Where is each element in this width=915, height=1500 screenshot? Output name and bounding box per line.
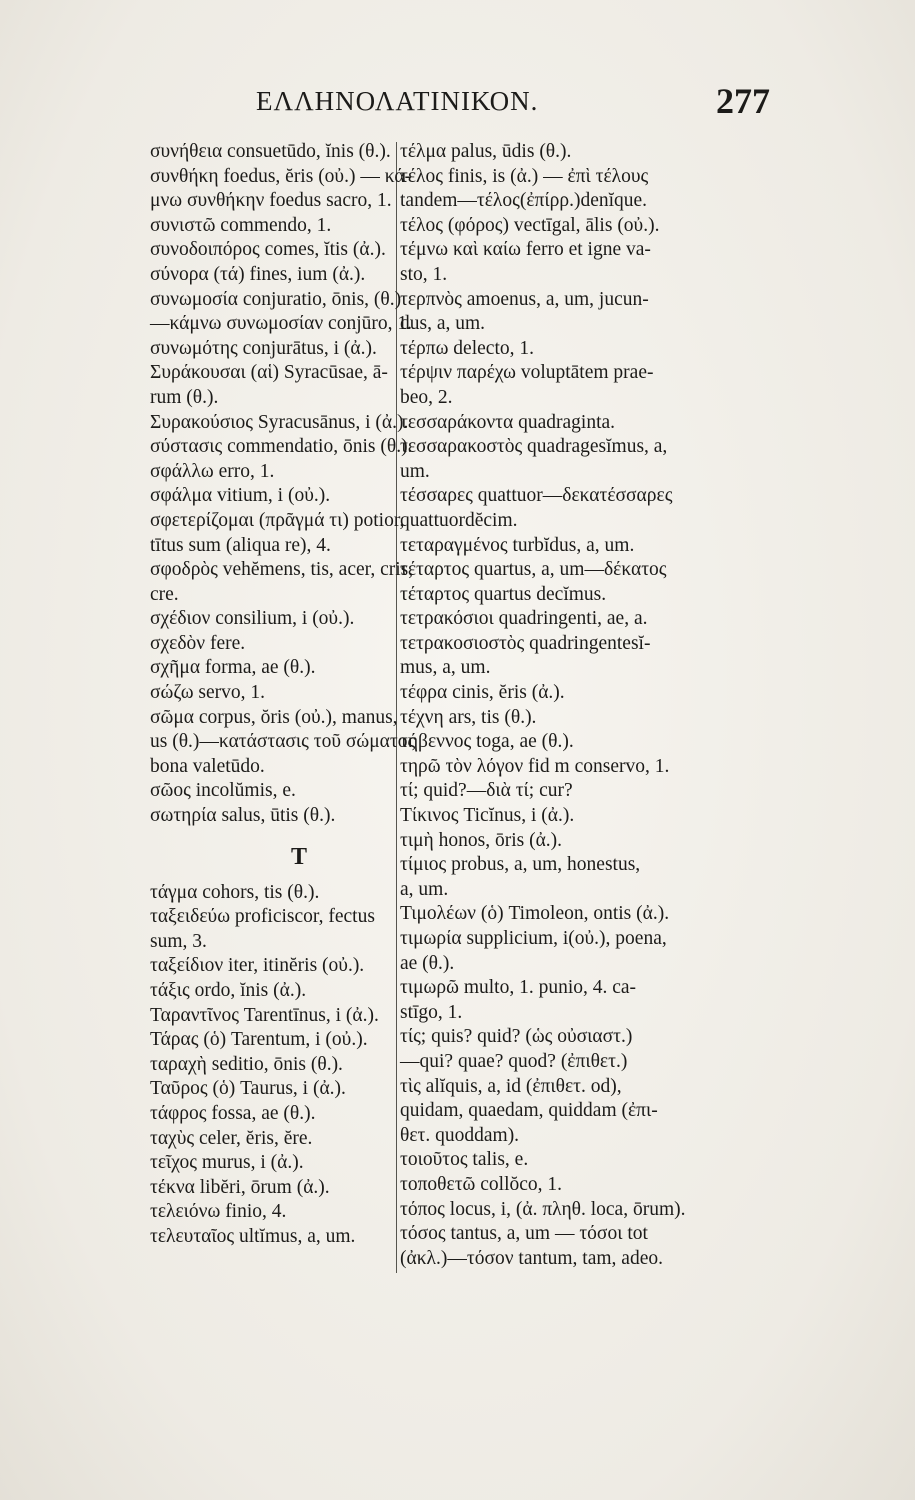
dictionary-line: ταξείδιον iter, itinĕris (οὐ.). xyxy=(150,955,365,977)
dictionary-line: τὶς alĭquis, a, id (ἐπιθετ. od), xyxy=(400,1075,622,1097)
dictionary-line: Συράκουσαι (αἱ) Syracūsae, ā- xyxy=(150,362,388,384)
dictionary-line: sum, 3. xyxy=(150,930,207,952)
dictionary-line: τελειόνω finio, 4. xyxy=(150,1201,287,1223)
dictionary-line: τοποθετῶ collŏco, 1. xyxy=(400,1173,563,1195)
dictionary-line: Ταῦρος (ὁ) Taurus, i (ἀ.). xyxy=(150,1078,346,1100)
dictionary-line: τέλμα palus, ūdis (θ.). xyxy=(400,141,572,162)
section-letter: T xyxy=(290,843,307,870)
left-t-entries xyxy=(150,881,408,1250)
dictionary-line: τερπνὸς amoenus, a, um, jucun- xyxy=(400,288,649,310)
dictionary-line: σχέδιον consilium, i (οὐ.). xyxy=(150,608,355,630)
dictionary-line: τέταρτος quartus decĭmus. xyxy=(400,583,607,605)
dictionary-line: τέλος (φόρος) vectīgal, ālis (οὐ.). xyxy=(400,214,660,236)
dictionary-line: Τιμολέων (ὁ) Timoleon, ontis (ἀ.). xyxy=(400,903,670,925)
dictionary-line: quidam, quaedam, quiddam (ἐπι- xyxy=(400,1100,658,1122)
dictionary-line: τεσσαράκοντα quadraginta. xyxy=(400,411,616,433)
dictionary-line: συνωμοσία conjuratio, ōnis, (θ.) xyxy=(150,288,402,310)
dictionary-line: cre. xyxy=(150,583,179,605)
dictionary-line: τεταραγμένος turbĭdus, a, um. xyxy=(400,534,635,556)
dictionary-line: τοιοῦτος talis, e. xyxy=(400,1149,529,1171)
running-title: ΕΛΛΗΝΟΛΑΤΙΝΙΚΟΝ. xyxy=(256,86,539,116)
dictionary-line: τέσσαρες quattuor—δεκατέσσαρες xyxy=(400,485,673,507)
dictionary-line: τάφρος fossa, ae (θ.). xyxy=(150,1102,316,1124)
dictionary-line: τέρπω delecto, 1. xyxy=(400,337,534,359)
dictionary-line: —qui? quae? quod? (ἐπιθετ.) xyxy=(400,1050,628,1072)
dictionary-line: τηρῶ τὸν λόγον fid m conservo, 1. xyxy=(400,755,670,777)
dictionary-line: τήβεννος toga, ae (θ.). xyxy=(400,731,574,753)
running-head xyxy=(0,80,915,120)
right-entries xyxy=(400,140,798,1271)
dictionary-line: mus, a, um. xyxy=(400,657,491,679)
dictionary-line: τέχνη ars, tis (θ.). xyxy=(400,706,537,728)
dictionary-line: stīgo, 1. xyxy=(400,1001,463,1023)
dictionary-line: σώζω servo, 1. xyxy=(150,682,266,704)
dictionary-line: συνωμότης conjurātus, i (ἀ.). xyxy=(150,337,377,359)
dictionary-line: ταξειδεύω proficiscor, fectus xyxy=(150,906,375,928)
dictionary-line: τόπος locus, i, (ἀ. πληθ. loca, ōrum). xyxy=(400,1198,686,1220)
dictionary-line: τέλος finis, is (ἀ.) — ἐπὶ τέλους xyxy=(400,165,649,187)
dictionary-line: τετρακόσιοι quadringenti, ae, a. xyxy=(400,608,648,630)
left-column xyxy=(150,140,416,1250)
dictionary-line: um. xyxy=(400,460,430,482)
dictionary-line: τέφρα cinis, ĕris (ἀ.). xyxy=(400,682,565,704)
dictionary-line: bona valetūdo. xyxy=(150,755,265,777)
dictionary-line: τάξις ordo, ĭnis (ἀ.). xyxy=(150,980,307,1001)
dictionary-line: σχῆμα forma, ae (θ.). xyxy=(150,657,316,679)
dictionary-line: τεσσαρακοστὸς quadragesĭmus, a, xyxy=(400,436,668,458)
dictionary-line: συνθήκη foedus, ĕris (οὐ.) — κά- xyxy=(150,165,412,187)
dictionary-line: Ταραντῖνος Tarentīnus, i (ἀ.). xyxy=(150,1004,379,1026)
dictionary-line: τέρψιν παρέχω voluptātem prae- xyxy=(400,362,654,384)
dictionary-line: rum (θ.). xyxy=(150,386,219,408)
page-number: 277 xyxy=(716,81,770,121)
dictionary-line: τεῖχος murus, i (ἀ.). xyxy=(150,1152,304,1174)
dictionary-line: tītus sum (aliqua re), 4. xyxy=(150,534,331,556)
dictionary-line: τετρακοσιοστὸς quadringentesĭ- xyxy=(400,632,651,654)
dictionary-line: σῶος incolŭmis, e. xyxy=(150,780,296,802)
dictionary-line: (ἀκλ.)—τόσον tantum, tam, adeo. xyxy=(400,1247,663,1269)
dictionary-line: a, um. xyxy=(400,878,449,900)
dictionary-line: τιμὴ honos, ōris (ἀ.). xyxy=(400,829,563,851)
dictionary-line: τέκνα libĕri, ōrum (ἀ.). xyxy=(150,1176,330,1198)
dictionary-line: συνήθεια consuetūdo, ĭnis (θ.). xyxy=(150,141,391,162)
left-entries xyxy=(150,140,416,829)
dictionary-line: Τάρας (ὁ) Tarentum, i (οὐ.). xyxy=(150,1029,368,1051)
dictionary-line: σύνορα (τά) fines, ium (ἀ.). xyxy=(150,263,366,285)
dictionary-line: σφοδρὸς vehĕmens, tis, acer, cris, xyxy=(150,559,414,581)
dictionary-line: τί; quid?—διὰ τί; cur? xyxy=(400,780,573,802)
dictionary-line: τάγμα cohors, tis (θ.). xyxy=(150,881,320,903)
dictionary-line: ae (θ.). xyxy=(400,952,455,974)
dictionary-line: σῶμα corpus, ŏris (οὐ.), manus, xyxy=(150,706,398,728)
dictionary-line: σωτηρία salus, ūtis (θ.). xyxy=(150,805,336,827)
dictionary-line: dus, a, um. xyxy=(400,313,486,335)
dictionary-line: τόσος tantus, a, um — τόσοι tot xyxy=(400,1223,648,1245)
dictionary-line: σφετερίζομαι (πρᾶγμά τι) potior, xyxy=(150,509,405,531)
dictionary-line: beo, 2. xyxy=(400,386,453,408)
dictionary-line: σφάλλω erro, 1. xyxy=(150,460,275,482)
dictionary-line: τελευταῖος ultĭmus, a, um. xyxy=(150,1225,356,1247)
dictionary-line: σχεδὸν fere. xyxy=(150,632,246,654)
dictionary-line: συνιστῶ commendo, 1. xyxy=(150,214,332,236)
dictionary-line: τέμνω καὶ καίω ferro et igne va- xyxy=(400,239,651,261)
dictionary-line: ταχὺς celer, ĕris, ĕre. xyxy=(150,1127,313,1149)
dictionary-line: τίμιος probus, a, um, honestus, xyxy=(400,854,641,876)
dictionary-line: σύστασις commendatio, ōnis (θ.). xyxy=(150,436,413,458)
right-column xyxy=(400,140,798,1271)
dictionary-line: τέταρτος quartus, a, um—δέκατος xyxy=(400,559,667,581)
dictionary-line: Τίκινος Ticĭnus, i (ἀ.). xyxy=(400,805,575,827)
dictionary-line: συνοδοιπόρος comes, ĭtis (ἀ.). xyxy=(150,239,386,261)
dictionary-line: σφάλμα vitium, i (οὐ.). xyxy=(150,485,331,507)
dictionary-line: τιμωρῶ multo, 1. punio, 4. ca- xyxy=(400,977,637,999)
dictionary-line: τίς; quis? quid? (ὡς οὐσιαστ.) xyxy=(400,1026,633,1048)
dictionary-line: τιμωρία supplicium, i(οὐ.), poena, xyxy=(400,928,667,949)
dictionary-line: tandem—τέλος(ἐπίρρ.)denĭque. xyxy=(400,190,648,212)
dictionary-line: quattuordĕcim. xyxy=(400,509,518,531)
dictionary-line: —κάμνω συνωμοσίαν conjūro, 1. xyxy=(150,313,412,335)
dictionary-line: us (θ.)—κατάστασις τοῦ σώματος xyxy=(150,731,416,753)
dictionary-line: θετ. quoddam). xyxy=(400,1124,520,1146)
dictionary-line: ταραχὴ seditio, ōnis (θ.). xyxy=(150,1053,343,1075)
dictionary-line: μνω συνθήκην foedus sacro, 1. xyxy=(150,190,392,212)
dictionary-line: Συρακούσιος Syracusānus, i (ἀ.). xyxy=(150,411,409,433)
dictionary-line: sto, 1. xyxy=(400,263,448,285)
